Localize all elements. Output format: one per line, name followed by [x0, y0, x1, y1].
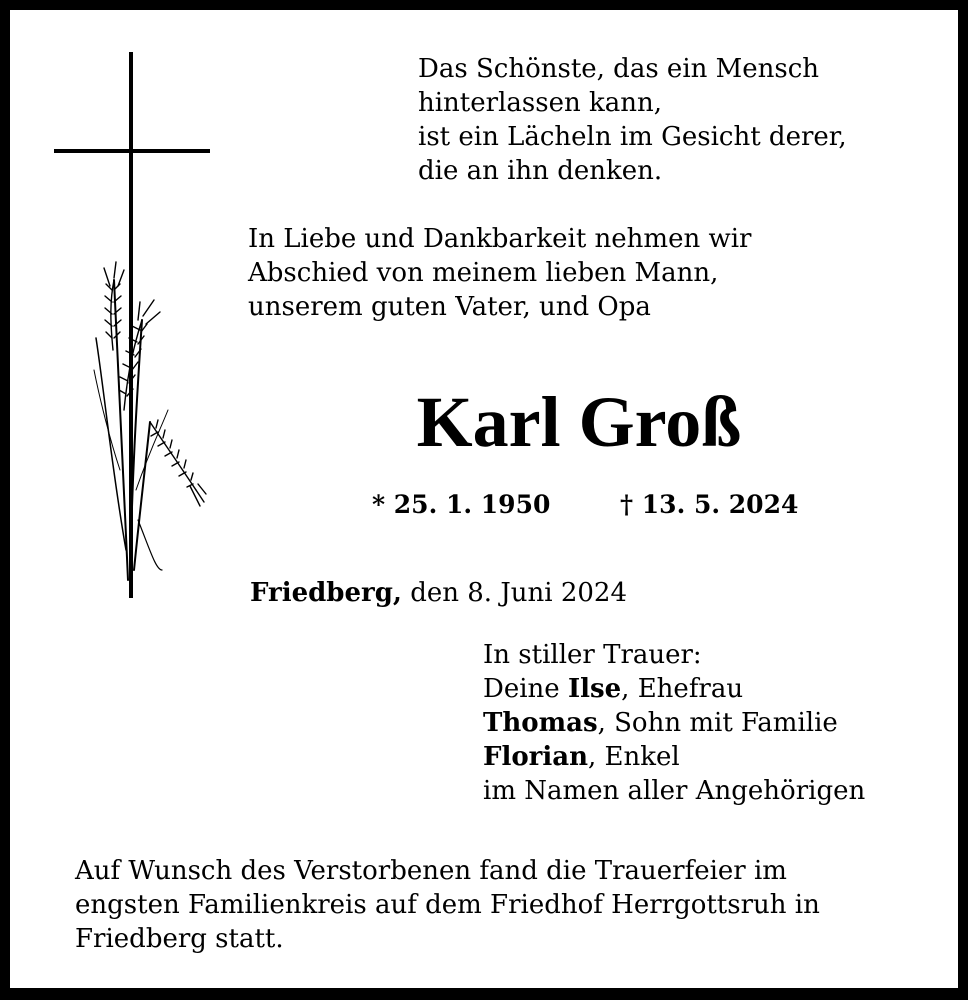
mourners-list: [483, 638, 865, 808]
notice-line: Auf Wunsch des Verstorbenen fand die Trauerfeier im: [75, 856, 787, 886]
place-and-date: [250, 576, 627, 610]
mourning-heading: In stiller Trauer:: [483, 640, 702, 670]
quote-line: Das Schönste, das ein Mensch: [418, 54, 820, 84]
mourner-name: Thomas: [483, 708, 598, 738]
mourners-closing: im Namen aller Angehörigen: [483, 776, 866, 806]
mourner-wife: [483, 672, 865, 706]
mourner-name: Ilse: [567, 674, 622, 704]
intro-line: unserem guten Vater, und Opa: [248, 292, 651, 322]
mourner-relation: , Ehefrau: [621, 674, 744, 704]
mourner-prefix: Deine: [483, 674, 568, 704]
memorial-quote: [418, 52, 847, 188]
birth-date: * 25. 1. 1950: [372, 490, 551, 519]
notice-date: den 8. Juni 2024: [401, 578, 627, 608]
intro-line: In Liebe und Dankbarkeit nehmen wir: [248, 224, 752, 254]
place-name: Friedberg,: [250, 578, 402, 608]
mourner-son: [483, 706, 865, 740]
farewell-intro: [248, 222, 751, 324]
intro-line: Abschied von meinem lieben Mann,: [248, 258, 719, 288]
death-date: † 13. 5. 2024: [620, 490, 799, 519]
quote-line: ist ein Lächeln im Gesicht derer,: [418, 122, 847, 152]
mourner-relation: , Enkel: [588, 742, 680, 772]
obituary-card: [10, 10, 958, 988]
notice-line: engsten Familienkreis auf dem Friedhof Herrgottsruh in: [75, 890, 820, 920]
quote-line: hinterlassen kann,: [418, 88, 662, 118]
funeral-notice: [75, 854, 820, 956]
mourner-name: Florian: [483, 742, 589, 772]
mourner-grandson: [483, 740, 865, 774]
deceased-name: Karl Groß: [416, 382, 742, 462]
notice-line: Friedberg statt.: [75, 924, 284, 954]
mourner-relation: , Sohn mit Familie: [597, 708, 838, 738]
cross-with-wheat-emblem: [50, 50, 210, 610]
quote-line: die an ihn denken.: [418, 156, 663, 186]
